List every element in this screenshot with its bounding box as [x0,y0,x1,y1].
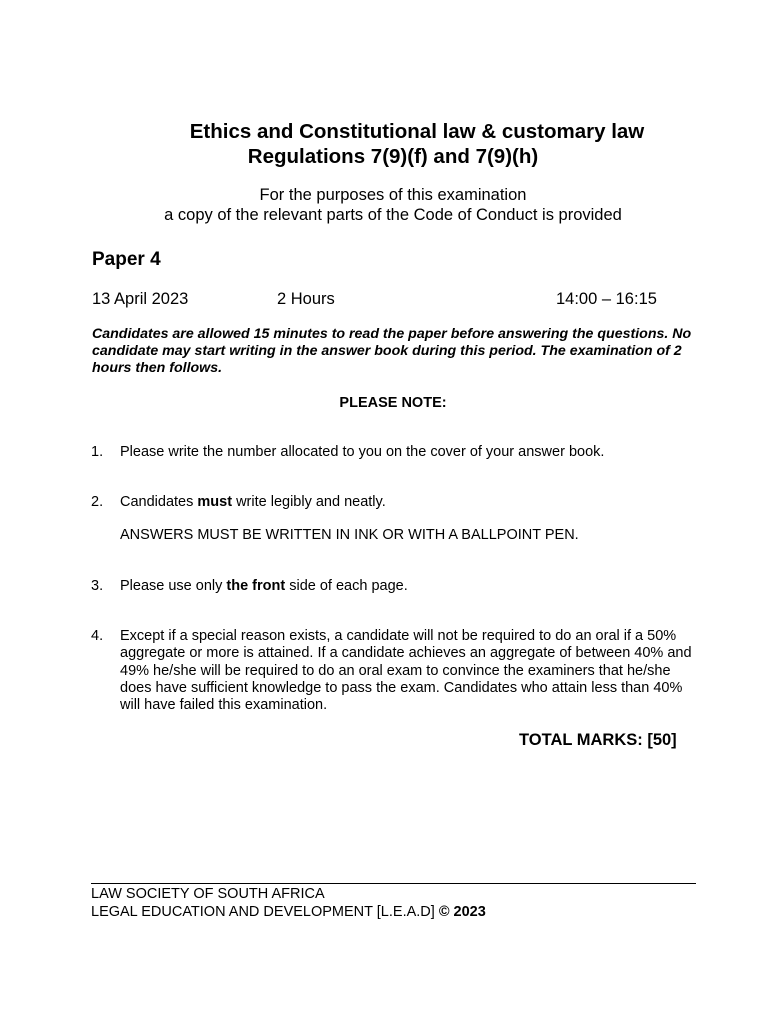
instruction-number: 1. [91,444,104,460]
document-title: Ethics and Constitutional law & customary law [189,120,645,143]
instruction-text [120,494,386,511]
instruction-ink-notice: ANSWERS MUST BE WRITTEN IN INK OR WITH A BALLPOINT PEN. [120,527,579,543]
footer-organization: LAW SOCIETY OF SOUTH AFRICA [91,886,325,902]
instruction-text-after: write legibly and neatly. [232,494,386,510]
footer-copyright: © 2023 [438,904,486,920]
document-regulations: Regulations 7(9)(f) and 7(9)(h) [247,145,539,168]
paper-number: Paper 4 [92,249,161,270]
instruction-text: Please write the number allocated to you on the cover of your answer book. [120,444,605,460]
instruction-text: Except if a special reason exists, a candidate will not be required to do an oral if a 50% aggregate or more is attained. If a candidate achieves an aggregate of between 40% and 49% he/she will be required to do an oral exam to convince the examiners that he/she does have sufficient knowledge to pass the exam. Candidates who attain less than 40% will have failed this examination. [120,628,692,714]
exam-time: 14:00 – 16:15 [556,290,657,308]
instruction-number: 4. [91,628,104,644]
total-marks: TOTAL MARKS: [50] [519,731,677,749]
document-subtitle-line1: For the purposes of this examination [259,186,527,204]
document-subtitle-line2: a copy of the relevant parts of the Code of Conduct is provided [164,206,622,224]
footer-department [91,904,486,920]
exam-duration: 2 Hours [277,290,335,308]
please-note-heading: PLEASE NOTE: [339,395,447,411]
exam-date: 13 April 2023 [92,290,189,308]
instruction-number: 3. [91,578,104,594]
instruction-text [120,578,408,595]
instruction-text-after: side of each page. [285,578,408,594]
instruction-emphasis: must [197,494,233,510]
footer-divider [91,883,696,884]
candidates-note: Candidates are allowed 15 minutes to read the paper before answering the questions. No candidate may start writing in the answer book during this period. The examination of 2 hours then follows. [92,326,692,376]
instruction-text-before: Please use only [120,578,227,594]
instruction-emphasis: the front [226,578,286,594]
instruction-number: 2. [91,494,104,510]
instruction-text-before: Candidates [120,494,198,510]
footer-department-name: LEGAL EDUCATION AND DEVELOPMENT [L.E.A.D] [91,904,435,920]
